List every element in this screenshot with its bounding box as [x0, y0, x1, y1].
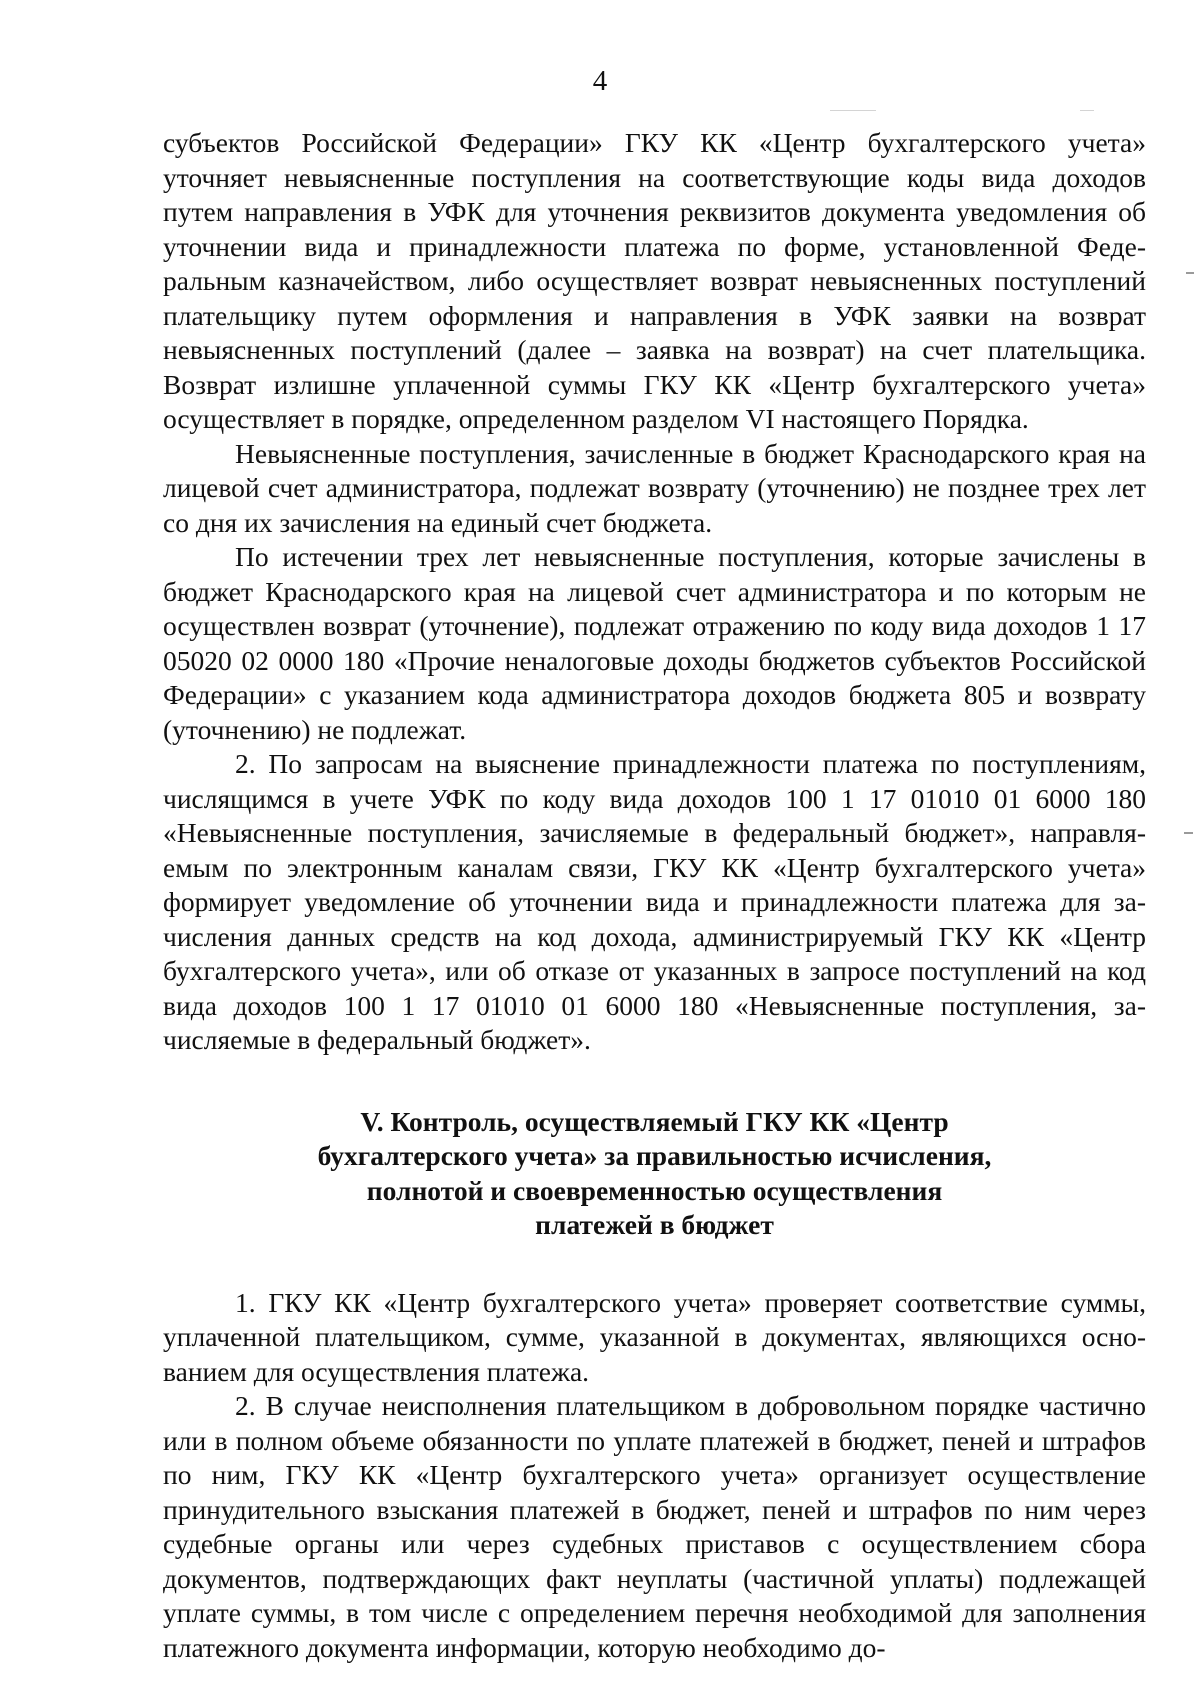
document-body	[163, 126, 1146, 1665]
section-heading-line: V. Контроль, осуществляемый ГКУ КК «Центр	[360, 1105, 949, 1137]
paragraph-item-2-requests: 2. По запросам на выяснение принадлежности платежа по поступлениям, числящимся в учете УФК по коду вида доходов 100 1 17 01010 01 6000 180 «Невыясненные поступления, зачисляемые в федеральный бюджет», направляемым по электронным каналам связи, ГКУ КК «Центр бухгалтерского учета» формирует уведомление об уточнении вида и принадлежности платежа для зачисления данных средств на код дохода, администрируемый ГКУ КК «Центр бухгалтерского учета», или об отказе от указанных в запросе поступлений на код вида доходов 100 1 17 01010 01 6000 180 «Невыясненные поступления, зачисляемые в федеральный бюджет».	[163, 748, 1146, 1055]
scan-artifact	[1186, 272, 1194, 274]
paragraph-unclear-receipts: Невыясненные поступления, зачисленные в бюджет Краснодарского края на лицевой счет администратора, подлежат возврату (уточнению) не позднее трех лет со дня их зачисления на единый счет бюджета.	[163, 437, 1146, 538]
page-number: 4	[592, 65, 608, 97]
section-heading-line: платежей в бюджет	[535, 1209, 774, 1240]
section-heading-line: полнотой и своевременностью осуществления	[366, 1174, 943, 1206]
scan-artifact	[830, 110, 876, 111]
paragraph-after-three-years: По истечении трех лет невыясненные поступления, которые зачислены в бюджет Краснодарского края на лицевой счет администратора и по которым не осуществлен возврат (уточнение), подлежат отражению по коду вида доходов 1 17 05020 02 0000 180 «Прочие неналоговые доходы бюджетов субъектов Российской Федерации» с указанием кода администратора доходов бюджета 805 и возврату (уточнению) не подлежат.	[163, 541, 1146, 745]
paragraph-item-2-enforcement: 2. В случае неисполнения плательщиком в добровольном порядке частично или в полном объеме обязанности по уплате платежей в бюджет, пеней и штрафов по ним, ГКУ КК «Центр бухгалтерского учета» организует осуществление принудительного взыскания платежей в бюджет, пеней и штрафов по ним через судебные органы или через судебных приставов с осуществлением сбора документов, подтверждающих факт неуплаты (частичной уплаты) подлежащей уплате суммы, в том числе с определением перечня необходимой для заполнения платежного документа информации, которую необходимо до-	[163, 1390, 1146, 1663]
section-heading	[163, 1105, 1146, 1243]
scan-artifact	[1080, 110, 1094, 111]
paragraph-item-1-control: 1. ГКУ КК «Центр бухгалтерского учета» проверяет соответствие суммы, уплаченной плательщиком, сумме, указанной в документах, являющихся основанием для осуществления платежа.	[163, 1286, 1146, 1387]
scan-artifact	[1184, 832, 1193, 834]
section-heading-line: бухгалтерского учета» за правильностью исчисления,	[317, 1140, 992, 1171]
paragraph-continuation: субъектов Российской Федерации» ГКУ КК «Центр бухгалтерского учета» уточняет невыясненные поступления на соответствующие коды вида доходов путем направления в УФК для уточнения реквизитов документа уведомления об уточнении вида и принадлежности платежа по форме, установленной Федеральным казначейством, либо осуществляет возврат невыясненных поступлений плательщику путем оформления и направления в УФК заявки на возврат невыясненных поступлений (далее – заявка на возврат) на счет плательщика. Возврат излишне уплаченной суммы ГКУ КК «Центр бухгалтерского учета» осуществляет в порядке, определенном разделом VI настоящего Порядка.	[163, 127, 1146, 434]
